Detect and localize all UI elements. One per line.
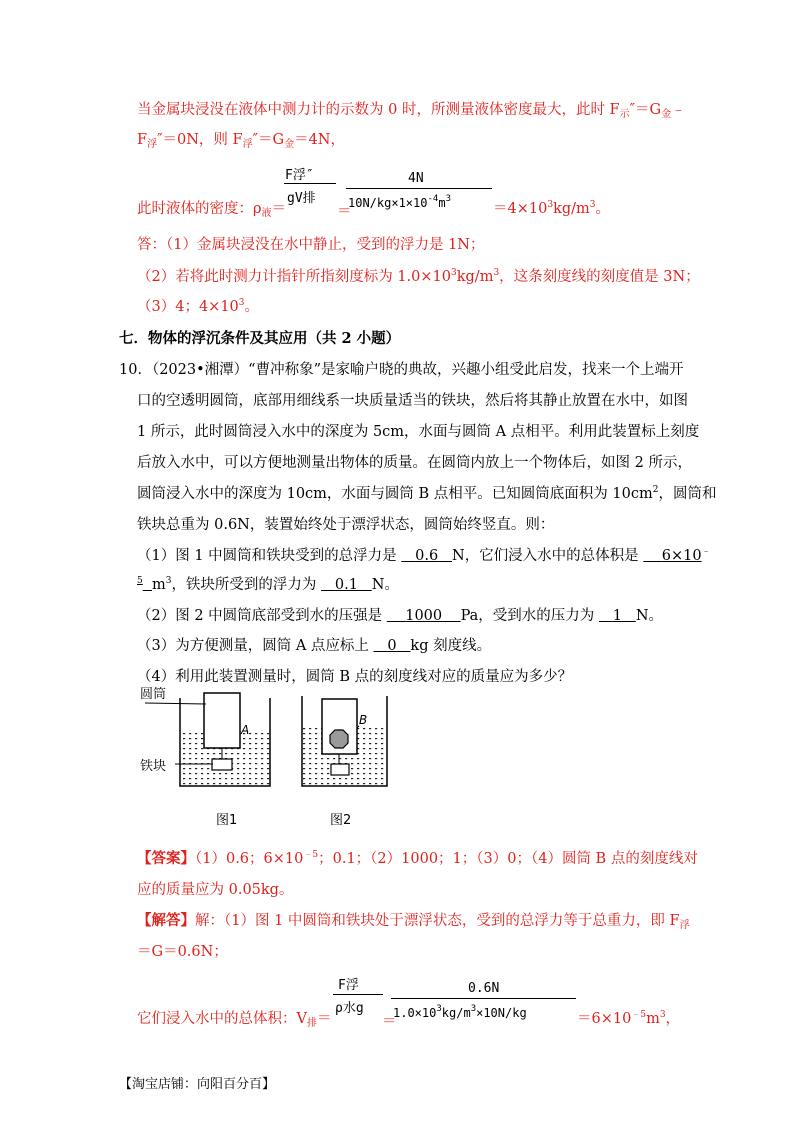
answer-blank-total-buoyancy: 0.6 (415, 548, 439, 564)
q10-line6: 铁块总重为 0.6N，装置始终处于漂浮状态，圆筒始终竖直。则： (137, 517, 555, 533)
q10-line2: 口的空透明圆筒，底部用细线系一块质量适当的铁块，然后将其静止放置在水中，如图 (137, 393, 688, 409)
analysis-tag: 【解答】 (137, 912, 195, 929)
volume-frac1-denominator: ρ水g (335, 1001, 364, 1016)
q10-part1-line2: $^5$ $m^3$，铁块所受到的浮力为 0.1 N。 (137, 576, 399, 593)
volume-frac2-bar (391, 998, 576, 999)
answer-blank-mark-a: 0 (387, 638, 397, 654)
label-iron: 铁块 (140, 759, 167, 774)
caption-fig1: 图1 (216, 813, 238, 828)
object-octagon (330, 730, 348, 748)
sol9-answer2: （2）若将此时测力计指针所指刻度标为 $1.0\times 10^3kg/m^3$，这条刻度线的刻度值是 3N； (137, 268, 700, 285)
q10-line3: 1 所示，此时圆筒浸入水中的深度为 5cm，水面与圆筒 A 点相平。利用此装置标上刻度 (137, 424, 700, 440)
q10-line1: 10．（2023•湘潭）“曹冲称象”是家喻户晓的典故，兴趣小组受此启发，找来一个上端开 (119, 362, 684, 378)
answer-line2: 应的质量应为 0.05kg。 (137, 882, 294, 898)
label-a: A (241, 723, 250, 737)
volume-frac2-numerator: 0.6N (468, 981, 500, 996)
volume-result: $=6\times 10^{﹣5}m^3$， (577, 1010, 681, 1027)
sol9-line1: 当金属块浸没在液体中测力计的示数为 0 时，所测量液体密度最大，此时 $F_示''=G_金﹣$ (137, 102, 686, 120)
label-tube: 圆筒 (140, 687, 167, 702)
q10-line4: 后放入水中，可以方便地测量出物体的质量。在圆筒内放上一个物体后，如图 2 所示， (137, 455, 692, 471)
density-result: $=4\times 10^3kg/m^3$。 (493, 200, 610, 217)
caption-fig2: 图2 (330, 813, 352, 828)
volume-frac1-bar (333, 994, 383, 995)
beaker-1 (180, 693, 270, 786)
q10-part1-line1: （1）图 1 中圆筒和铁块受到的总浮力是 0.6 N，它们浸入水中的总体积是 6×10﹣ (137, 547, 711, 564)
figure-diagram (140, 682, 420, 832)
answer-line1: 【答案】（1）0.6；$6\times 10^{﹣5}$；0.1；（2）1000；1；（3）0；（4）圆筒 B 点的刻度线对 (137, 850, 698, 867)
iron-block-1 (212, 759, 232, 770)
answer-tag: 【答案】 (137, 850, 195, 867)
leader-tube (145, 703, 206, 704)
density-frac2-numerator: 4N (408, 171, 424, 186)
q10-part3: （3）为方便测量，圆筒 A 点应标上 0 kg 刻度线。 (137, 638, 492, 654)
density-frac1-denominator: gV排 (287, 191, 316, 206)
tube-1 (204, 693, 240, 748)
sol9-answer1: 答：（1）金属块浸没在水中静止，受到的浮力是 1N； (137, 237, 485, 253)
answer-blank-total-volume: 6×10 (661, 548, 702, 564)
q10-part2: （2）图 2 中圆筒底部受到水的压强是 1000 Pa，受到水的压力为 1 N。 (137, 608, 663, 624)
density-frac1-bar (284, 183, 336, 184)
sol9-answer3: （3）4；$4\times 10^3$。 (137, 298, 260, 315)
answer-blank-force: 1 (612, 608, 622, 624)
analysis-line2: ＝G＝0.6N； (137, 944, 228, 960)
beaker-2 (302, 696, 387, 786)
sol9-line2: $F_浮''=0N$，则 $F_浮''=G_金=4N$， (137, 132, 345, 150)
iron-block-2 (331, 764, 349, 775)
answer-blank-pressure: 1000 (405, 608, 443, 624)
q10-part4: （4）利用此装置测量时，圆筒 B 点的刻度线对应的质量应为多少？ (137, 669, 573, 685)
q10-line5: 圆筒浸入水中的深度为 10cm，水面与圆筒 B 点相平。已知圆筒底面积为 $10cm^2$，圆筒和 (137, 485, 717, 502)
volume-frac1-numerator: F浮 (338, 978, 359, 993)
answer-blank-iron-buoyancy: 0.1 (334, 577, 358, 593)
analysis-line1: 【解答】解：（1）图 1 中圆筒和铁块处于漂浮状态，受到的总浮力等于总重力，即 $F_浮$ (137, 912, 690, 931)
density-label: 此时液体的密度：$\rho_液=$ (137, 201, 287, 219)
label-b: B (359, 713, 368, 727)
volume-frac2-denominator: $1.0\times 10^3kg/m^3\times 10N/kg$ (393, 1004, 527, 1020)
volume-eq1: ＝ (382, 1014, 397, 1030)
footer-shop: 【淘宝店铺：向阳百分百】 (119, 1077, 276, 1092)
volume-label: 它们浸入水中的总体积：$V_排=$ (137, 1011, 332, 1029)
density-frac1-numerator: F浮″ (285, 168, 314, 183)
density-frac2-denominator: $10N/kg\times 1\times 10^{-4}m^3$ (348, 194, 451, 210)
section-title: 七．物体的浮沉条件及其应用（共 2 小题） (119, 330, 401, 347)
density-eq1: ＝ (337, 204, 352, 220)
density-frac2-bar (346, 188, 492, 189)
